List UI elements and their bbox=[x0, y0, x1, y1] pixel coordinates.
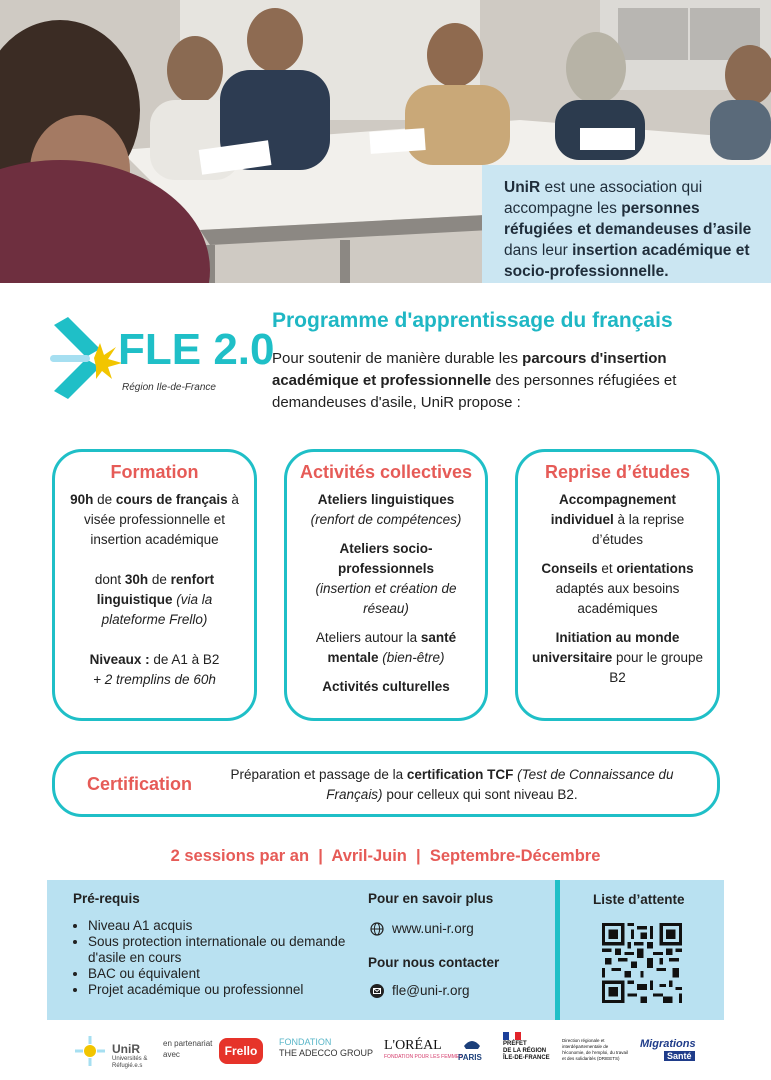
info-divider bbox=[555, 880, 560, 1020]
list-item: • Projet académique ou professionnel bbox=[88, 982, 348, 998]
list-item: • BAC ou équivalent bbox=[88, 966, 348, 982]
card-paragraph bbox=[526, 628, 709, 688]
oreal-logo: L'ORÉAL bbox=[384, 1038, 442, 1053]
text: Préparation et passage de la bbox=[230, 767, 407, 782]
text-italic: + 2 tremplins de 60h bbox=[93, 672, 216, 687]
card-paragraph bbox=[295, 490, 477, 530]
globe-icon bbox=[370, 922, 384, 936]
waitlist-title: Liste d’attente bbox=[593, 892, 685, 907]
text-bold: Accompagnement individuel bbox=[550, 492, 677, 527]
email-row bbox=[370, 983, 470, 998]
text: dont bbox=[94, 572, 125, 587]
unir-logo-icon bbox=[72, 1036, 108, 1066]
prereq-title: Pré-requis bbox=[73, 891, 140, 906]
text-italic: (bien-être) bbox=[378, 650, 445, 665]
intro-bold-1: personnes réfugiées et demandeuses d’asile bbox=[504, 200, 752, 238]
text-bold: 90h bbox=[70, 492, 94, 507]
program-intro-1: Pour soutenir de manière durable les bbox=[272, 350, 523, 367]
prefet-line: ÎLE-DE-FRANCE bbox=[503, 1055, 550, 1061]
logo-region: Région Ile-de-France bbox=[122, 382, 216, 393]
card-paragraph bbox=[63, 570, 246, 630]
card-title: Formation bbox=[110, 462, 199, 482]
intro-bold-2: insertion académique et socio-professionnelle. bbox=[504, 242, 750, 280]
text: à visée professionnelle et insertion académique bbox=[83, 492, 239, 547]
partners-bar bbox=[0, 1030, 771, 1080]
text-bold: renfort linguistique bbox=[96, 572, 215, 607]
card-paragraph bbox=[63, 670, 246, 690]
adecco-line-2: THE ADECCO GROUP bbox=[279, 1048, 374, 1058]
card-paragraph bbox=[63, 490, 246, 550]
text-bold: Activités culturelles bbox=[322, 679, 450, 694]
prefet-line: PRÉFET bbox=[503, 1041, 527, 1047]
card-title: Reprise d’études bbox=[544, 462, 691, 482]
certification-text bbox=[217, 765, 687, 805]
intro-text-1: est une association qui accompagne les bbox=[504, 179, 703, 217]
card-paragraph bbox=[526, 559, 709, 619]
oreal-sub: FONDATION POUR LES FEMMES bbox=[384, 1054, 463, 1060]
text-bold: 30h bbox=[124, 572, 149, 587]
text-bold: certification TCF bbox=[406, 767, 514, 782]
list-item: • Sous protection internationale ou demande d'asile en cours bbox=[88, 934, 348, 966]
logo-title: FLE 2.0 bbox=[118, 325, 275, 374]
card-reprise bbox=[515, 449, 720, 721]
prefet-line: DE LA RÉGION bbox=[503, 1048, 547, 1054]
association-intro-box bbox=[482, 165, 771, 283]
card-paragraph bbox=[295, 539, 477, 619]
card-activites bbox=[284, 449, 488, 721]
text: à la reprise d’études bbox=[591, 512, 685, 547]
text: pour le groupe B2 bbox=[609, 650, 704, 685]
migrations-logo: Migrations bbox=[640, 1038, 696, 1050]
text: pour celleux qui sont niveau B2. bbox=[382, 787, 578, 802]
card-formation bbox=[52, 449, 257, 721]
text: adaptés aux besoins académiques bbox=[555, 581, 680, 616]
prefet-logo bbox=[503, 1041, 550, 1062]
text: Ateliers autour la bbox=[315, 630, 421, 645]
flag-icon bbox=[503, 1032, 521, 1040]
unir-logo-text: UniR bbox=[112, 1042, 140, 1056]
text: de bbox=[148, 572, 171, 587]
adecco-line-1: FONDATION bbox=[279, 1037, 332, 1047]
drieets-logo: Direction régionale et interdépartementale de l'économie, de l'emploi, du travail et des solidarités (DRIEETS) bbox=[562, 1038, 629, 1061]
text-italic: (via la plateforme Frello) bbox=[101, 592, 213, 627]
unir-logo-sub: Universités & Réfugié.e.s bbox=[112, 1056, 148, 1069]
card-paragraph bbox=[295, 628, 477, 668]
text-bold: santé mentale bbox=[327, 630, 457, 665]
certification-box bbox=[52, 751, 720, 817]
text: et bbox=[597, 561, 617, 576]
list-item: • Niveau A1 acquis bbox=[88, 918, 348, 934]
program-intro-bold: parcours d'insertion académique et professionnelle bbox=[272, 350, 667, 389]
text-bold: Ateliers socio-professionnels bbox=[337, 541, 435, 576]
text: de A1 à B2 bbox=[149, 652, 220, 667]
text: de bbox=[93, 492, 116, 507]
text-italic: (Test de Connaissance du Français) bbox=[326, 767, 674, 802]
paris-logo-icon bbox=[462, 1034, 482, 1052]
program-title: Programme d'apprentissage du français bbox=[272, 309, 673, 332]
program-intro bbox=[272, 348, 742, 414]
sessions-banner: 2 sessions par an | Avril-Juin | Septembre-Décembre bbox=[170, 847, 601, 865]
text-bold: cours de français bbox=[115, 492, 228, 507]
contact-title: Pour nous contacter bbox=[368, 955, 500, 970]
sante-logo: Santé bbox=[664, 1051, 695, 1061]
text-italic: (insertion et création de réseau) bbox=[315, 581, 457, 616]
frello-logo: Frello bbox=[219, 1038, 263, 1064]
card-paragraph bbox=[526, 490, 709, 550]
prereq-list bbox=[64, 918, 348, 998]
text-bold: Conseils bbox=[541, 561, 598, 576]
qr-code-icon[interactable] bbox=[602, 923, 682, 1003]
intro-text-2: dans leur bbox=[504, 242, 573, 259]
website-row bbox=[370, 921, 474, 936]
text-bold: orientations bbox=[616, 561, 694, 576]
partnership-label: en partenariat avec bbox=[163, 1039, 213, 1059]
mail-icon bbox=[370, 984, 384, 998]
text-italic: (renfort de compétences) bbox=[310, 512, 462, 527]
intro-lead: UniR bbox=[504, 179, 541, 196]
card-title: Activités collectives bbox=[299, 462, 473, 482]
more-info-title: Pour en savoir plus bbox=[368, 891, 494, 906]
card-paragraph bbox=[295, 677, 477, 697]
certification-title: Certification bbox=[87, 774, 193, 794]
card-paragraph bbox=[63, 650, 246, 670]
email-link[interactable]: fle@uni-r.org bbox=[392, 983, 470, 998]
website-link[interactable]: www.uni-r.org bbox=[392, 921, 474, 936]
text-bold: Initiation au monde universitaire bbox=[531, 630, 680, 665]
text-bold: Niveaux : bbox=[89, 652, 150, 667]
paris-logo-text: PARIS bbox=[458, 1053, 482, 1062]
text-bold: Ateliers linguistiques bbox=[317, 492, 455, 507]
program-intro-2: des personnes réfugiées et demandeuses d'asile, UniR propose : bbox=[272, 372, 677, 411]
